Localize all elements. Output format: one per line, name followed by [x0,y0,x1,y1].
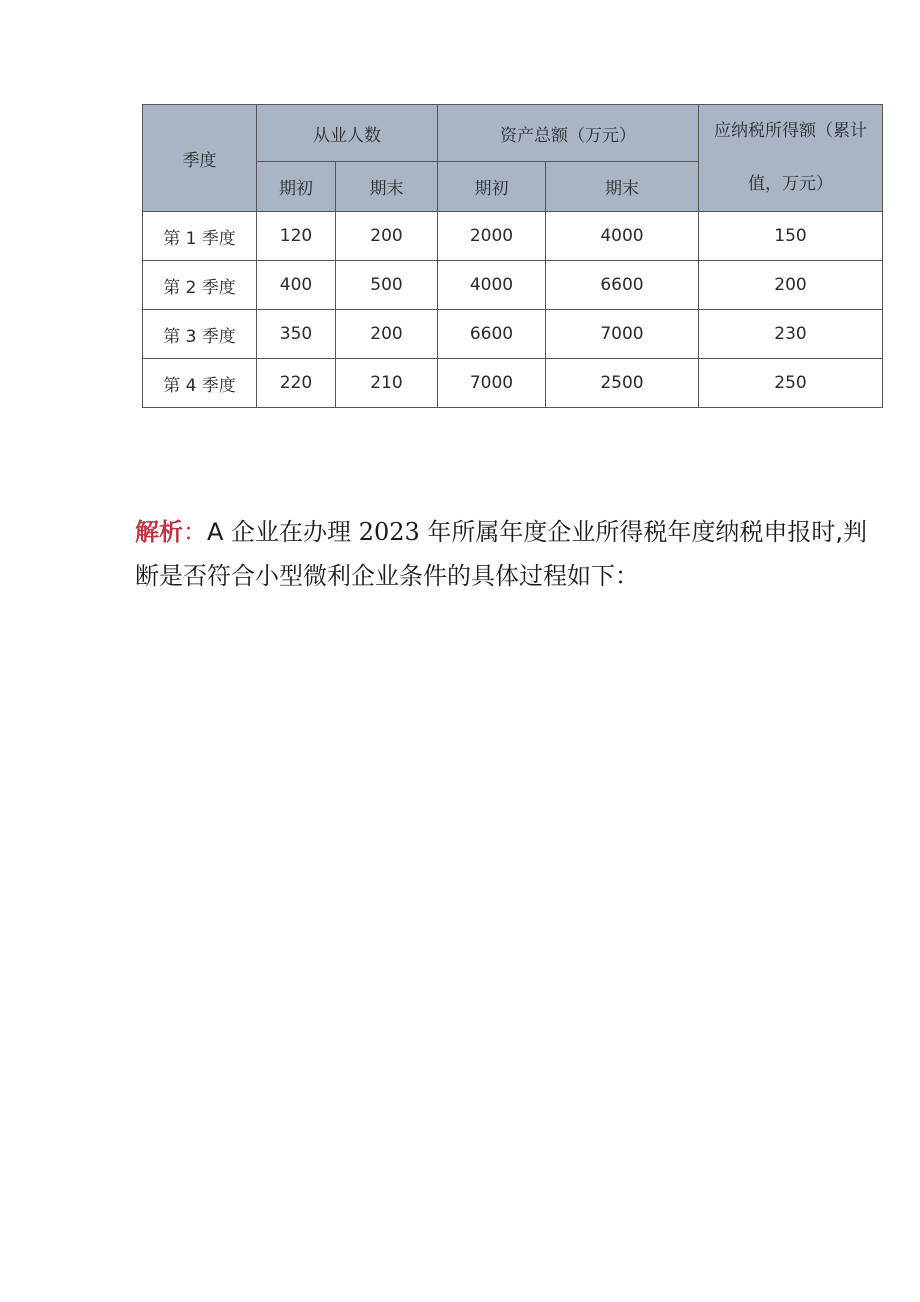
cell-quarter: 第 4 季度 [143,359,257,408]
table-row [143,310,883,359]
header-assets-begin: 期初 [438,162,546,212]
cell-quarter: 第 1 季度 [143,212,257,261]
header-employees-end: 期末 [336,162,438,212]
header-row-top [143,105,883,162]
cell-emp-begin: 120 [257,212,336,261]
cell-emp-begin: 220 [257,359,336,408]
header-taxable-income: 应纳税所得额（累计值，万元） [699,105,883,212]
analysis-paragraph [135,510,885,598]
cell-asset-end: 2500 [546,359,699,408]
table-row [143,212,883,261]
analysis-body: 年所属年度企业所得税年度纳税申报时,判断是否符合小型微利企业条件的具体过程如下： [135,518,868,590]
analysis-prefix: A 企业在办理 [207,518,359,546]
cell-income: 150 [699,212,883,261]
analysis-year: 2023 [358,518,420,546]
analysis-label: 解析 [135,518,183,546]
cell-asset-begin: 7000 [438,359,546,408]
cell-asset-end: 6600 [546,261,699,310]
cell-asset-end: 4000 [546,212,699,261]
cell-quarter: 第 2 季度 [143,261,257,310]
quarterly-data-table [142,104,883,408]
cell-income: 230 [699,310,883,359]
cell-income: 200 [699,261,883,310]
table-row [143,261,883,310]
cell-quarter: 第 3 季度 [143,310,257,359]
cell-asset-begin: 4000 [438,261,546,310]
cell-emp-begin: 350 [257,310,336,359]
header-assets: 资产总额（万元） [438,105,699,162]
analysis-colon: ： [183,518,207,546]
table-row [143,359,883,408]
header-quarter: 季度 [143,105,257,212]
header-assets-end: 期末 [546,162,699,212]
header-employees: 从业人数 [257,105,438,162]
cell-asset-begin: 2000 [438,212,546,261]
cell-emp-end: 500 [336,261,438,310]
cell-asset-begin: 6600 [438,310,546,359]
cell-income: 250 [699,359,883,408]
header-employees-begin: 期初 [257,162,336,212]
cell-asset-end: 7000 [546,310,699,359]
cell-emp-end: 200 [336,310,438,359]
cell-emp-begin: 400 [257,261,336,310]
cell-emp-end: 210 [336,359,438,408]
cell-emp-end: 200 [336,212,438,261]
